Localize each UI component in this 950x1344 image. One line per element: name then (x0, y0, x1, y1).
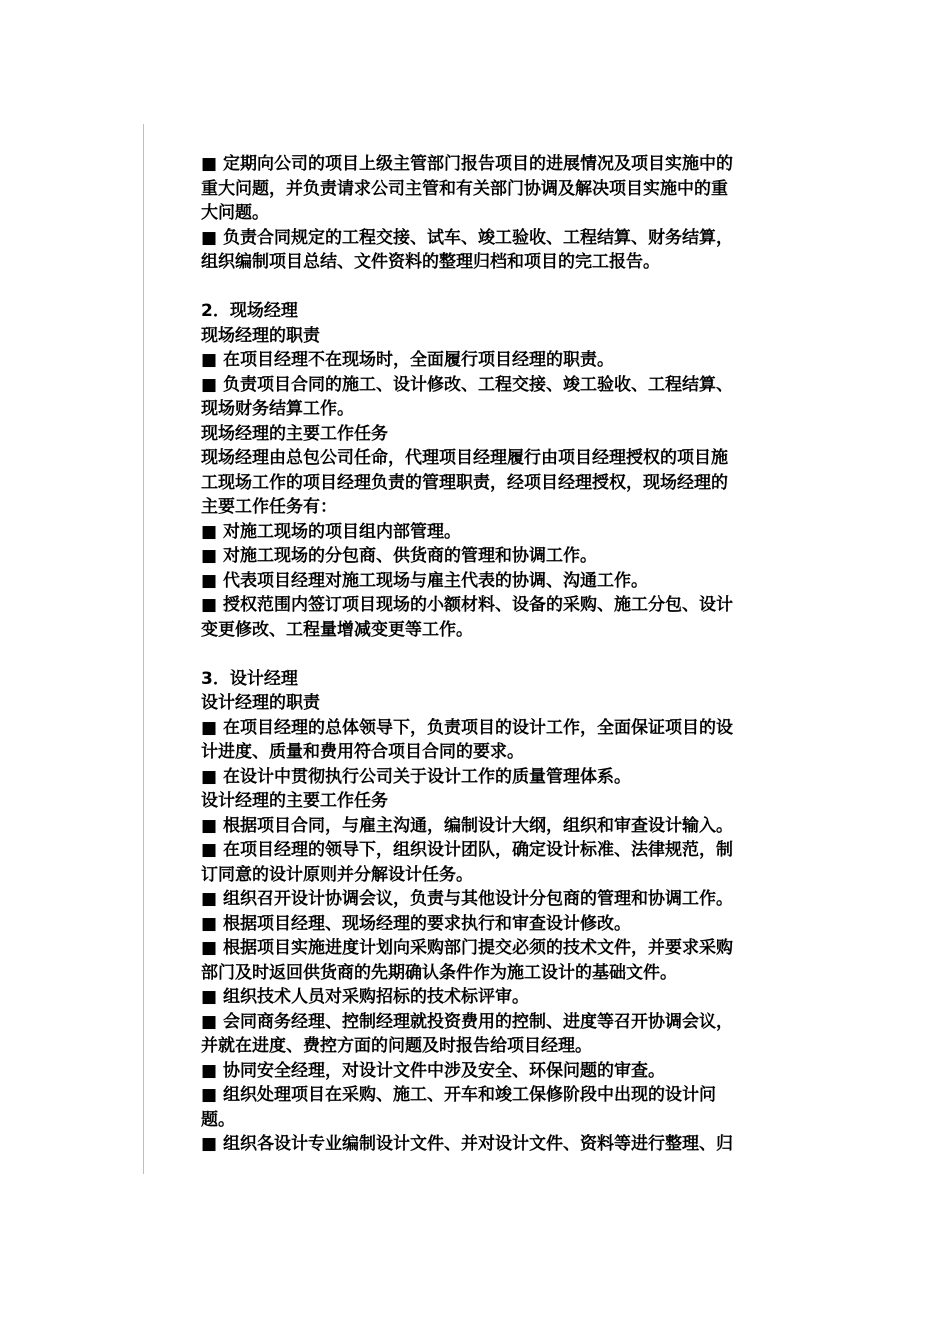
text-line: 主要工作任务有： (201, 497, 337, 517)
text-line: 组织编制项目总结、文件资料的整理归档和项目的完工报告。 (201, 252, 660, 272)
text-line: 计进度、质量和费用符合项目合同的要求。 (201, 742, 524, 762)
text-line: ■ 定期向公司的项目上级主管部门报告项目的进展情况及项目实施中的 (201, 154, 733, 174)
text-line: ■ 会同商务经理、控制经理就投资费用的控制、进度等召开协调会议， (201, 1011, 733, 1032)
text-line: ■ 对施工现场的项目组内部管理。 (201, 521, 461, 542)
text-line: ■ 对施工现场的分包商、供货商的管理和协调工作。 (201, 546, 597, 566)
text-line: 大问题。 (201, 203, 269, 223)
text-line: 工现场工作的项目经理负责的管理职责，经项目经理授权，现场经理的 (201, 472, 728, 493)
text-line: ■ 组织召开设计协调会议，负责与其他设计分包商的管理和协调工作。 (201, 889, 733, 909)
section-heading: 2．现场经理 (201, 301, 298, 321)
text-line: ■ 协同安全经理，对设计文件中涉及安全、环保问题的审查。 (201, 1060, 665, 1081)
text-line: 题。 (201, 1109, 235, 1130)
section-site-manager (201, 299, 807, 642)
text-line: 重大问题，并负责请求公司主管和有关部门协调及解决项目实施中的重 (201, 178, 728, 199)
page-margin-rule (143, 124, 144, 1174)
text-line: ■ 组织技术人员对采购招标的技术标评审。 (201, 987, 529, 1007)
text-line: 变更修改、工程量增减变更等工作。 (201, 619, 473, 640)
text-line: ■ 在项目经理不在现场时，全面履行项目经理的职责。 (201, 350, 614, 370)
paragraph-spacer (201, 275, 807, 300)
text-line: ■ 负责项目合同的施工、设计修改、工程交接、竣工验收、工程结算、 (201, 374, 733, 395)
text-line: ■ 根据项目经理、现场经理的要求执行和审查设计修改。 (201, 913, 631, 934)
text-line: ■ 在项目经理的领导下，组织设计团队，确定设计标准、法律规范，制 (201, 840, 733, 860)
subheading: 现场经理的主要工作任务 (201, 423, 388, 444)
section-intro (201, 152, 807, 275)
text-line: ■ 根据项目合同，与雇主沟通，编制设计大纲，组织和审查设计输入。 (201, 815, 733, 836)
section-heading: 3．设计经理 (201, 668, 298, 689)
subheading: 现场经理的职责 (201, 325, 320, 346)
text-line: ■ 组织处理项目在采购、施工、开车和竣工保修阶段中出现的设计问 (201, 1085, 716, 1105)
text-line: ■ 根据项目实施进度计划向采购部门提交必须的技术文件，并要求采购 (201, 938, 733, 958)
text-line: ■ 在项目经理的总体领导下，负责项目的设计工作，全面保证项目的设 (201, 717, 733, 738)
text-line: 部门及时返回供货商的先期确认条件作为施工设计的基础文件。 (201, 962, 677, 983)
text-line: ■ 组织各设计专业编制设计文件、并对设计文件、资料等进行整理、归 (201, 1134, 733, 1154)
text-line: 现场经理由总包公司任命，代理项目经理履行由项目经理授权的项目施 (201, 448, 728, 468)
text-line: ■ 授权范围内签订项目现场的小额材料、设备的采购、施工分包、设计 (201, 595, 733, 615)
text-line: ■ 代表项目经理对施工现场与雇主代表的协调、沟通工作。 (201, 570, 648, 591)
section-design-manager (201, 667, 807, 1157)
document-body (201, 152, 807, 1157)
text-line: ■ 在设计中贯彻执行公司关于设计工作的质量管理体系。 (201, 766, 631, 787)
text-line: 并就在进度、费控方面的问题及时报告给项目经理。 (201, 1036, 592, 1056)
subheading: 设计经理的主要工作任务 (201, 791, 388, 811)
text-line: 订同意的设计原则并分解设计任务。 (201, 864, 473, 885)
text-line: 现场财务结算工作。 (201, 399, 354, 419)
paragraph-spacer (201, 642, 807, 667)
subheading: 设计经理的职责 (201, 693, 320, 713)
text-line: ■ 负责合同规定的工程交接、试车、竣工验收、工程结算、财务结算， (201, 227, 733, 248)
